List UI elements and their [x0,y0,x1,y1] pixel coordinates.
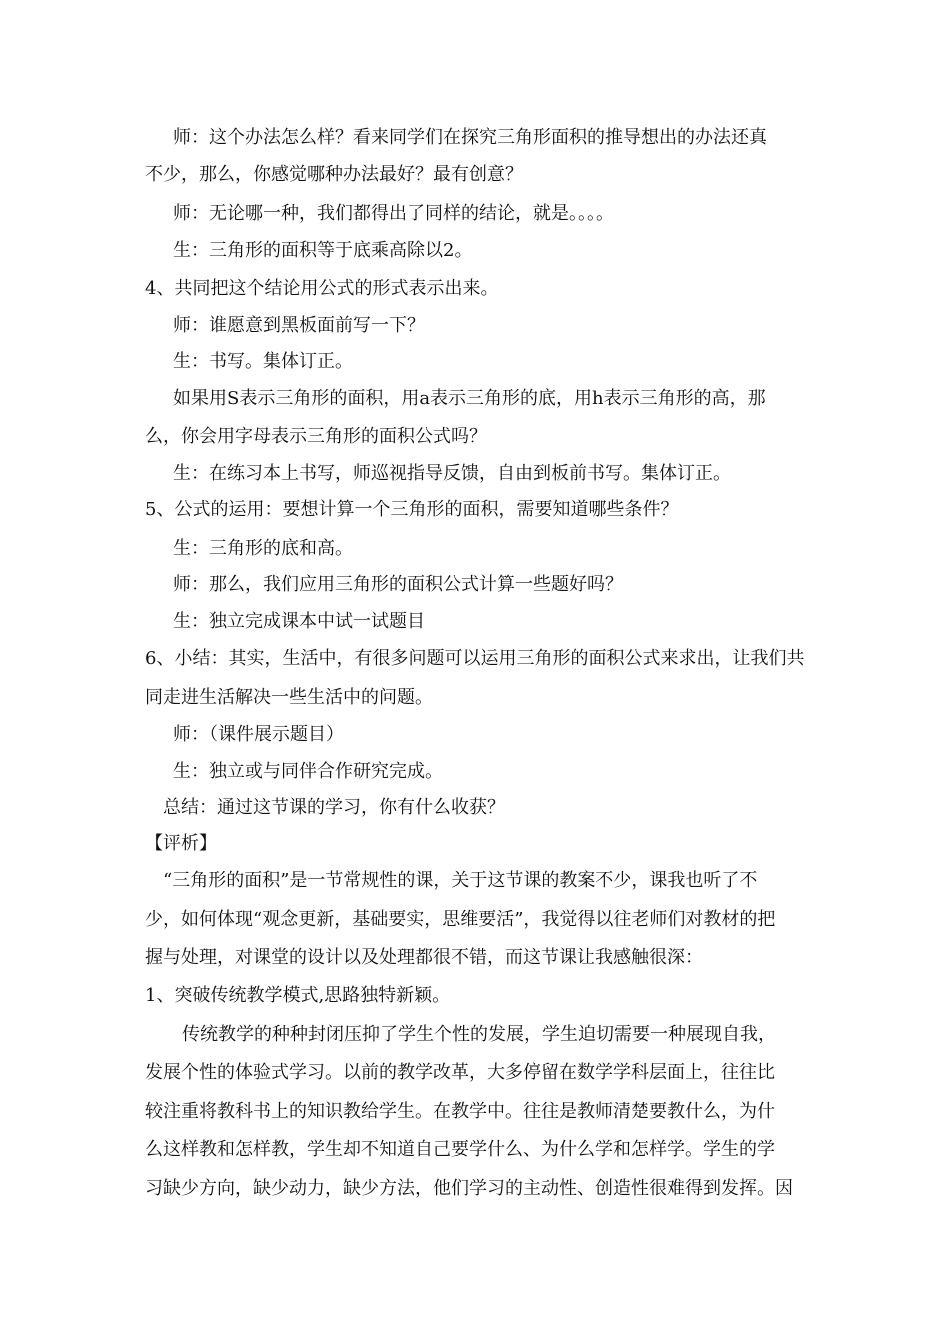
text-line: 总结：通过这节课的学习，你有什么收获？ [163,797,505,818]
text-line: 1、突破传统教学模式,思路独特新颖。 [145,985,451,1006]
text-line: 少，如何体现“观念更新，基础要实，思维要活”，我觉得以往老师们对教材的把 [145,909,776,930]
text-line: 么这样教和怎样教，学生却不知道自己要学什么、为什么学和怎样学。学生的学 [145,1139,775,1160]
text-line: 么，你会用字母表示三角形的面积公式吗？ [145,426,487,447]
text-line: 同走进生活解决一些生活中的问题。 [145,687,433,708]
text-line: 较注重将教科书上的知识教给学生。在教学中。往往是教师清楚要教什么，为什 [145,1101,775,1122]
text-line: 生：书写。集体订正。 [173,351,353,372]
text-line: 生：三角形的底和高。 [173,538,353,559]
text-line: 传统教学的种种封闭压抑了学生个性的发展，学生迫切需要一种展现自我， [182,1024,776,1045]
text-line: 如果用S表示三角形的面积，用a表示三角形的底，用h表示三角形的高，那 [173,388,766,409]
text-line: 生：独立完成课本中试一试题目 [173,611,425,632]
text-line: 不少，那么，你感觉哪种办法最好？最有创意？ [145,164,523,185]
text-line: 师：谁愿意到黑板面前写一下？ [173,315,425,336]
text-line: “三角形的面积”是一节常规性的课，关于这节课的教案不少，课我也听了不 [163,870,758,891]
text-line: 生：三角形的面积等于底乘高除以2。 [173,240,473,261]
text-line: 师：（课件展示题目） [173,724,344,745]
text-line: 6、小结：其实，生活中，有很多问题可以运用三角形的面积公式来求出，让我们共 [145,648,805,669]
text-line: 发展个性的体验式学习。以前的教学改革，大多停留在数学学科层面上，往往比 [145,1062,775,1083]
text-line: 师：无论哪一种，我们都得出了同样的结论，就是。。。。 [173,203,614,224]
text-line: 握与处理，对课堂的设计以及处理都很不错，而这节课让我感触很深： [145,947,703,968]
text-line: 4、共同把这个结论用公式的形式表示出来。 [145,278,499,299]
text-line: 5、公式的运用：要想计算一个三角形的面积，需要知道哪些条件？ [145,499,679,520]
text-line: 习缺少方向，缺少动力，缺少方法，他们学习的主动性、创造性很难得到发挥。因 [145,1178,793,1199]
text-line: 生：独立或与同伴合作研究完成。 [173,761,443,782]
section-heading: 【评析】 [145,833,217,854]
text-line: 师：这个办法怎么样？看来同学们在探究三角形面积的推导想出的办法还真 [173,127,767,148]
text-line: 生：在练习本上书写，师巡视指导反馈，自由到板前书写。集体订正。 [173,463,731,484]
text-line: 师：那么，我们应用三角形的面积公式计算一些题好吗？ [173,574,623,595]
